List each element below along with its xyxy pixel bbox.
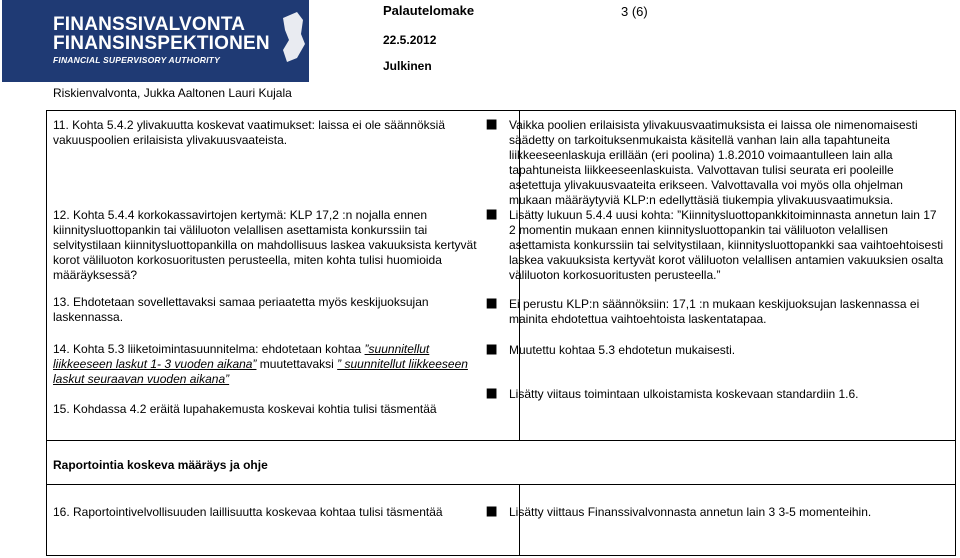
logo-text-line3: FINANCIAL SUPERVISORY AUTHORITY [53, 55, 220, 65]
document-authors: Riskienvalvonta, Jukka Aaltonen Lauri Kujala [53, 86, 292, 100]
column-divider-lower [519, 485, 520, 555]
response-12-text: Lisätty lukuun 5.4.4 uusi kohta: ”Kiinnitysluottopankkitoiminnasta annetun lain 17 2 momentin mukaan ennen kiinnitysluottopankin tai väliluoton velallisen asettamista konkurssiin tai selvitystilaan, kiinnitysluottopankki saa vaihtoehtoisesti laskea vakuuksista kertyvät korot väliluoton velallisen antamien vakuuksien osalta väliluoton korkosuoritusten perusteella.” [509, 208, 944, 282]
document-title: Palautelomake [383, 3, 475, 18]
response-14 [486, 343, 946, 358]
comment-14-quote-original: ”suunnitellut liikkeeseen laskut 1- 3 vuoden aikana” [53, 342, 430, 371]
comment-13: 13. Ehdotetaan sovellettavaksi samaa periaatetta myös keskijuoksujan laskennassa. [53, 295, 429, 324]
bullet-icon: ⯀ [486, 504, 498, 520]
comment-16: 16. Raportointivelvollisuuden laillisuutta koskevaa kohtaa tulisi täsmentää [53, 505, 443, 519]
document-status: Julkinen [383, 59, 432, 73]
response-16 [486, 505, 946, 520]
response-16-text: Lisätty viittaus Finanssivalvonnasta annetun lain 3 3-5 momenteihin. [509, 505, 872, 519]
row-divider-lower [47, 484, 955, 485]
comment-14-prefix: 14. Kohta 5.3 liiketoimintasuunnitelma: ehdotetaan kohtaa [53, 342, 365, 356]
bullet-icon: ⯀ [486, 386, 498, 402]
comment-14 [53, 342, 478, 387]
response-14-text: Muutettu kohtaa 5.3 ehdotetun mukaisesti. [509, 343, 736, 357]
lion-emblem-icon [277, 0, 309, 82]
section-title-reporting: Raportointia koskeva määräys ja ohje [53, 458, 268, 472]
response-15-text: Lisätty viitaus toimintaan ulkoistamista koskevaan standardiin 1.6. [509, 387, 859, 401]
response-11-text: Vaikka poolien erilaisista ylivakuusvaatimuksista ei laissa ole nimenomaisesti säädetty on tarkoituksenmukaista käsitellä vanhan lain alla tapahtuneita liikkeeseenlaskuja erillään (eri poolina) 1.8.2010 voimaantulleen lain alla tapahtuneista liikkeeseenlaskuista. Valvottavan tulisi seurata eri pooleille asetettuja ylivakuusvaateita erikseen. Valvottavalla voi myös olla ohjelman mukaan määräytyviä KLP:n edellyttäsiä tiukempia ylivakuusvaatimuksia. [509, 118, 918, 207]
bullet-icon: ⯀ [486, 342, 498, 358]
response-13-text: Ei perustu KLP:n säännöksiin: 17,1 :n mukaan keskijuoksujan laskennassa ei mainita ehdotettua vaihtoehtoista laskentatapaa. [509, 297, 920, 326]
comment-12: 12. Kohta 5.4.4 korkokassavirtojen kertymä: KLP 17,2 :n nojalla ennen kiinnitysluottopankin tai väliluoton velallisen asettamista konkurssiin tai selvitystilaan kiinnitysluottopankilla on mahdollisuus laskea vakuuksista kertyvät korot väliluoton korkosuoritusten perusteella, miten kohta tulisi huomioida määräyksessä? [53, 208, 477, 282]
bullet-icon: ⯀ [486, 207, 498, 223]
response-12 [486, 208, 946, 283]
response-13 [486, 297, 946, 327]
logo-text-line2: FINANSINSPEKTIONEN [53, 33, 270, 54]
row-divider [47, 440, 955, 441]
logo-text-line1: FINANSSIVALVONTA [53, 14, 246, 35]
comment-15: 15. Kohdassa 4.2 eräitä lupahakemusta koskevai kohtia tulisi täsmentää [53, 402, 437, 416]
page-number: 3 (6) [621, 4, 648, 19]
comment-14-quote-proposed: ” suunnitellut liikkeeseen laskut seuraavan vuoden aikana” [53, 357, 468, 386]
response-15 [486, 387, 946, 402]
finanssivalvonta-logo [2, 0, 302, 82]
response-11 [486, 118, 946, 208]
bullet-icon: ⯀ [486, 296, 498, 312]
comment-14-mid: muutettavaksi [256, 357, 338, 371]
document-date: 22.5.2012 [383, 33, 437, 47]
bullet-icon: ⯀ [486, 117, 498, 133]
comment-11: 11. Kohta 5.4.2 ylivakuutta koskevat vaatimukset: laissa ei ole säännöksiä vakuuspoolien erilaisista ylivakuusvaateista. [53, 118, 445, 147]
